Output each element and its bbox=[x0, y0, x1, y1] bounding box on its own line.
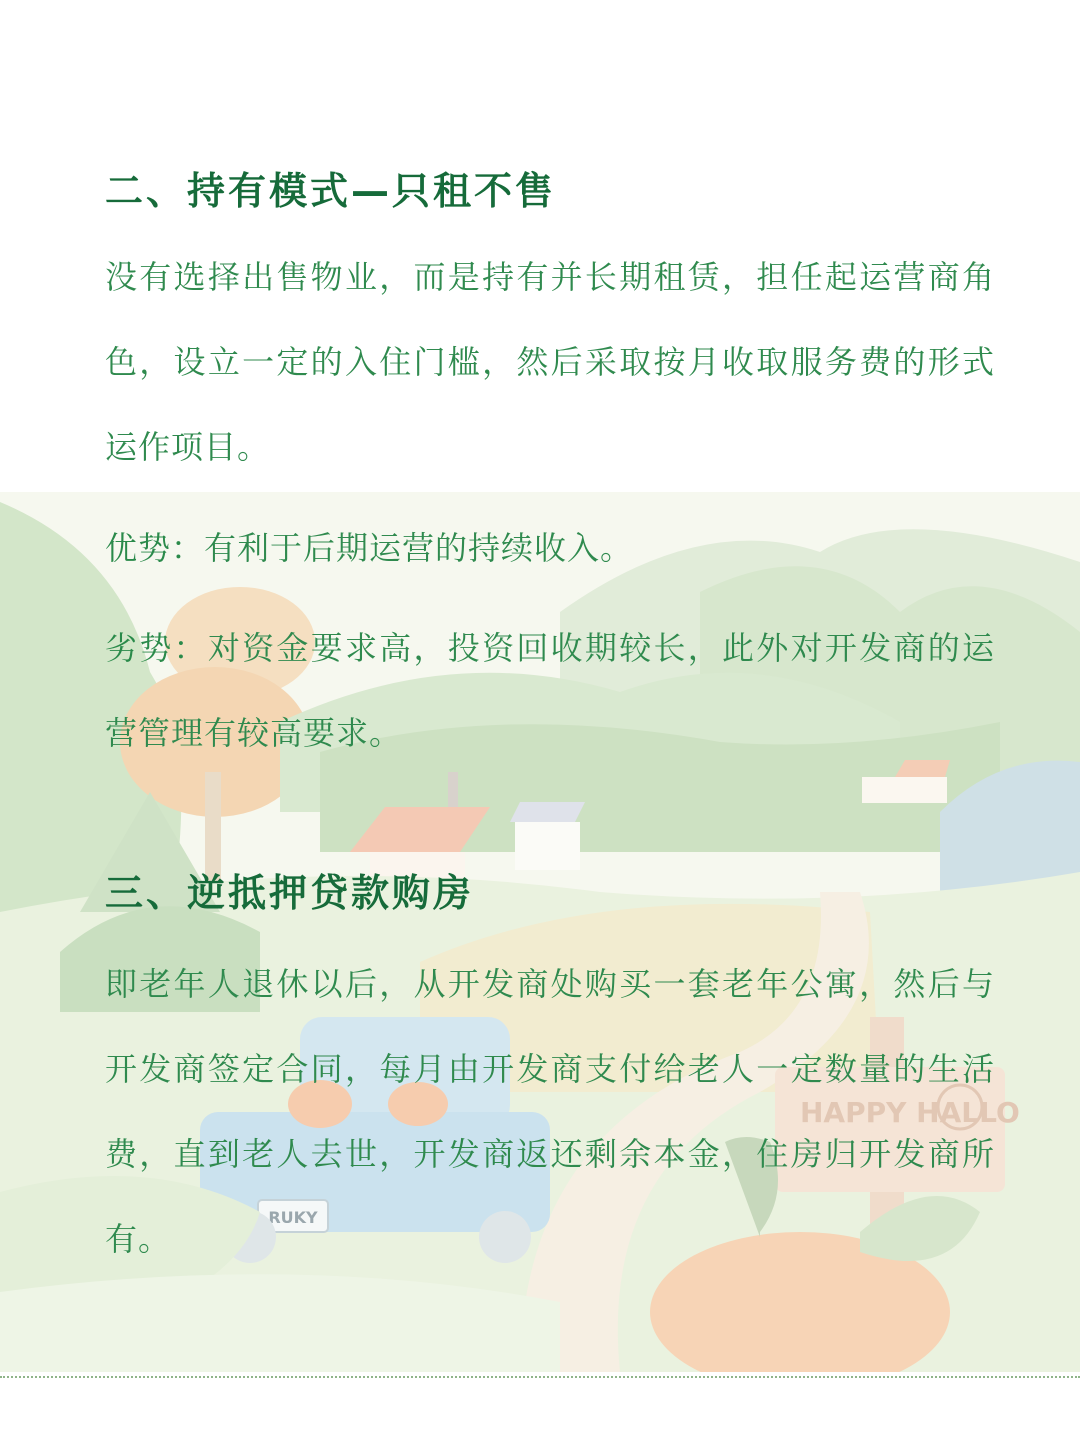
advantage-label: 优势： bbox=[105, 529, 205, 567]
advantage-line bbox=[105, 506, 995, 591]
sign-text: HAPPY HALLO bbox=[800, 1096, 1020, 1129]
advantage-text: 有利于后期运营的持续收入。 bbox=[204, 529, 634, 567]
license-plate-text: RUKY bbox=[268, 1208, 318, 1227]
disadvantage-line bbox=[105, 606, 995, 776]
disadvantage-text: 对资金要求高，投资回收期较长，此外对开发商的运营管理有较高要求。 bbox=[105, 629, 995, 752]
section3-heading: 三、逆抵押贷款购房 bbox=[105, 871, 475, 915]
section3-body: 即老年人退休以后，从开发商处购买一套老年公寓，然后与开发商签定合同，每月由开发商支付给老人一定数量的生活费，直到老人去世，开发商返还剩余本金，住房归开发商所有。 bbox=[105, 965, 995, 1258]
section2-heading: 二、持有模式—只租不售 bbox=[105, 169, 557, 213]
section2-body: 没有选择出售物业，而是持有并长期租赁，担任起运营商角色，设立一定的入住门槛，然后采取按月收取服务费的形式运作项目。 bbox=[105, 258, 995, 466]
disadvantage-label: 劣势： bbox=[105, 629, 208, 667]
